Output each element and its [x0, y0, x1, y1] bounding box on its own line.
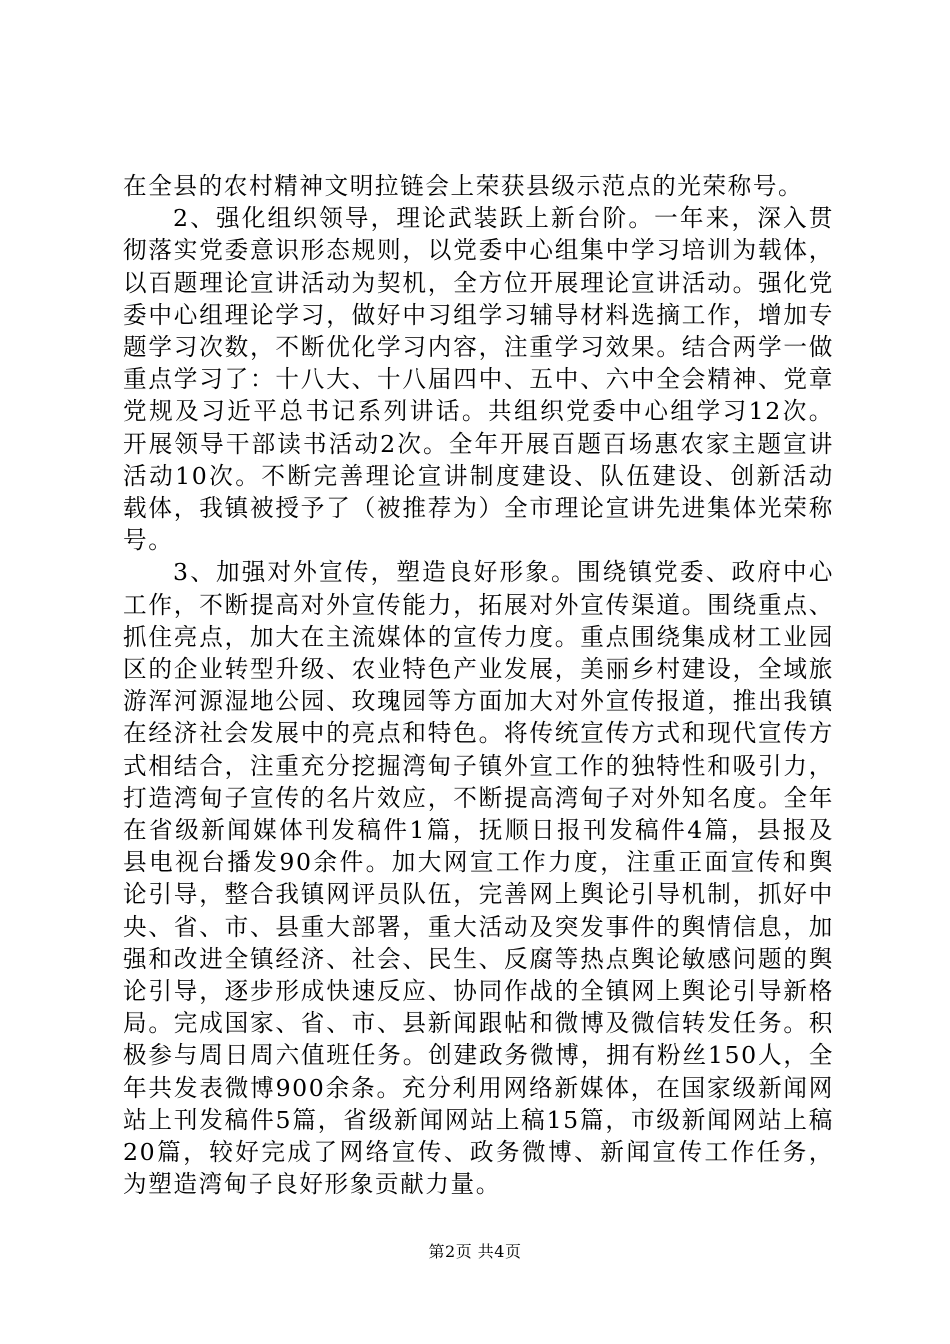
page-number-footer: 第2页 共4页 [428, 1242, 522, 1261]
paragraph-continuation: 在全县的农村精神文明拉链会上荣获县级示范点的光荣称号。 [123, 172, 804, 200]
paragraph-theory-study: 2、强化组织领导，理论武装跃上新台阶。一年来，深入贯彻落实党委意识形态规则，以党委中心组集中学习培训为载体，以百题理论宣讲活动为契机，全方位开展理论宣讲活动。强化党委中心组理论学习，做好中习组学习辅导材料选摘工作，增加专题学习次数，不断优化学习内容，注重学习效果。结合两学一做重点学习了：十八大、十八届四中、五中、六中全会精神、党章党规及习近平总书记系列讲话。共组织党委中心组学习12次。开展领导干部读书活动2次。全年开展百题百场惠农家主题宣讲活动10次。不断完善理论宣讲制度建设、队伍建设、创新活动载体，我镇被授予了（被推荐为）全市理论宣讲先进集体光荣称号。 [123, 204, 834, 555]
paragraph-external-publicity: 3、加强对外宣传，塑造良好形象。围绕镇党委、政府中心工作，不断提高对外宣传能力，拓展对外宣传渠道。围绕重点、抓住亮点，加大在主流媒体的宣传力度。重点围绕集成材工业园区的企业转型升级、农业特色产业发展，美丽乡村建设，全域旅游浑河源湿地公园、玫瑰园等方面加大对外宣传报道，推出我镇在经济社会发展中的亮点和特色。将传统宣传方式和现代宣传方式相结合，注重充分挖掘湾甸子镇外宣工作的独特性和吸引力，打造湾甸子宣传的名片效应，不断提高湾甸子对外知名度。全年在省级新闻媒体刊发稿件1篇，抚顺日报刊发稿件4篇，县报及县电视台播发90余件。加大网宣工作力度，注重正面宣传和舆论引导，整合我镇网评员队伍，完善网上舆论引导机制，抓好中央、省、市、县重大部署，重大活动及突发事件的舆情信息，加强和改进全镇经济、社会、民生、反腐等热点舆论敏感问题的舆论引导，逐步形成快速反应、协同作战的全镇网上舆论引导新格局。完成国家、省、市、县新闻跟帖和微博及微信转发任务。积极参与周日周六值班任务。创建政务微博，拥有粉丝150人，全年共发表微博900余条。充分利用网络新媒体，在国家级新闻网站上刊发稿件5篇，省级新闻网站上稿15篇，市级新闻网站上稿20篇，较好完成了网络宣传、政务微博、新闻宣传工作任务，为塑造湾甸子良好形象贡献力量。 [123, 558, 834, 1199]
document-body [123, 170, 834, 1201]
